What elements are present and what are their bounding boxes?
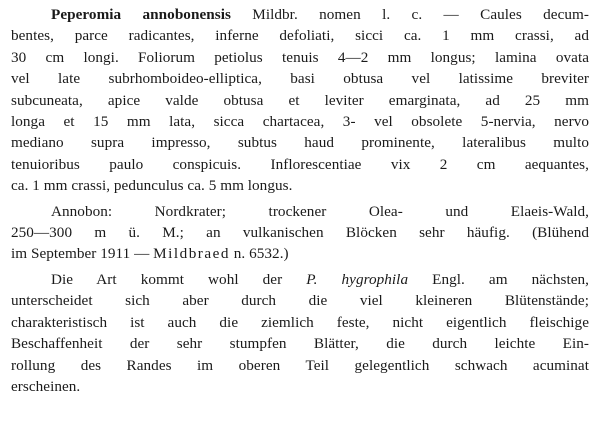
paragraph-line	[11, 4, 589, 25]
paragraph-line: 250—300 m ü. M.; an vulkanischen Blöcken sehr häufig. (Blühend	[11, 224, 589, 242]
paragraph-line	[11, 269, 589, 290]
paragraph-line: Beschaffenheit der sehr stumpfen Blätter, die durch leichte Ein-	[11, 335, 589, 353]
remarks-paragraph	[11, 269, 589, 397]
paragraph-line: Annobon: Nordkrater; trockener Olea- und Elaeis-Wald,	[51, 202, 589, 220]
paragraph-line: subcuneata, apice valde obtusa et leviter emarginata, ad 25 mm	[11, 91, 589, 109]
taxon-name: P. hygrophila	[306, 270, 409, 288]
locality-paragraph	[11, 201, 589, 265]
text-segment: n. 6532.)	[229, 245, 289, 263]
paragraph-line: 30 cm longi. Foliorum petiolus tenuis 4—2 mm longus; lamina ovata	[11, 48, 589, 66]
text-segment: im September 1911 —	[11, 245, 154, 263]
paragraph-line: tenuioribus paulo conspicuis. Inflorescentiae vix 2 cm aequantes,	[11, 155, 589, 173]
species-author: Mildbr. nomen l. c. — Caules decum-	[252, 6, 589, 23]
species-description-paragraph	[11, 4, 589, 197]
paragraph-line: bentes, parce radicantes, inferne defoliati, sicci ca. 1 mm crassi, ad	[11, 27, 589, 45]
paragraph-line: erscheinen.	[11, 377, 81, 395]
text-segment: Die Art kommt wohl der	[51, 270, 307, 288]
paragraph-line	[11, 243, 589, 264]
paragraph-line: rollung des Randes im oberen Teil gelegentlich schwach acuminat	[11, 356, 589, 374]
paragraph-line: unterscheidet sich aber durch die viel kleineren Blütenstände;	[11, 292, 589, 310]
paragraph-line: mediano supra impresso, subtus haud prominente, lateralibus multo	[11, 134, 589, 152]
paragraph-line: charakteristisch ist auch die ziemlich feste, nicht eigentlich fleischige	[11, 313, 589, 331]
paragraph-line: vel late subrhomboideo-elliptica, basi obtusa vel latissime breviter	[11, 70, 589, 88]
paragraph-line: longa et 15 mm lata, sicca chartacea, 3- vel obsolete 5-nervia, nervo	[11, 113, 589, 131]
paragraph-line: ca. 1 mm crassi, pedunculus ca. 5 mm longus.	[11, 177, 293, 195]
species-name: Peperomia annobonensis	[51, 6, 231, 23]
text-segment: Engl. am nächsten,	[408, 270, 589, 288]
document-page	[11, 4, 589, 397]
collector-name: Mildbraed	[153, 245, 230, 263]
